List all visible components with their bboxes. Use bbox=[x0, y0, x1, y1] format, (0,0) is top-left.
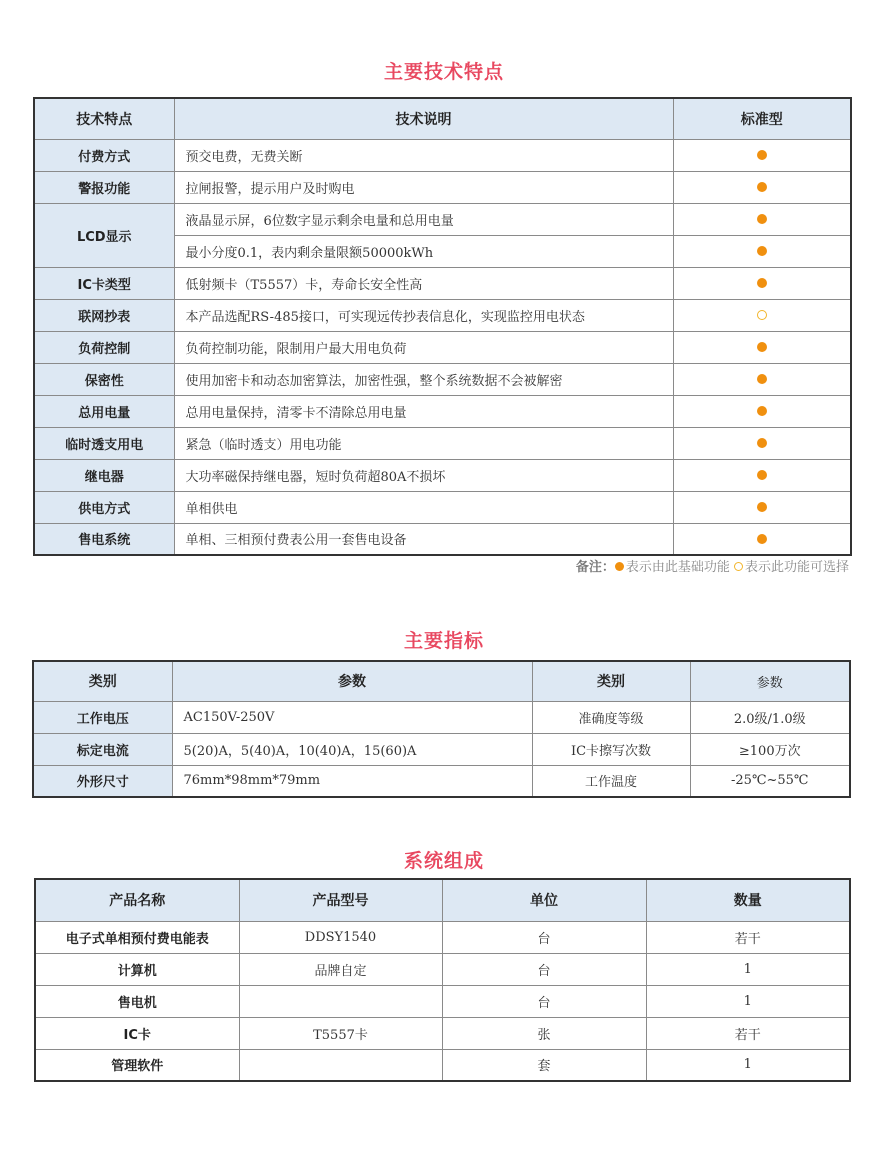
spec-param: 76mm*98mm*79mm bbox=[172, 765, 532, 797]
features-header-desc: 技术说明 bbox=[174, 98, 673, 139]
filled-dot-icon bbox=[757, 470, 767, 480]
system-model: T5557卡 bbox=[239, 1017, 442, 1049]
filled-dot-icon bbox=[615, 562, 624, 571]
features-row bbox=[34, 139, 851, 171]
feature-desc: 低射频卡（T5557）卡，寿命长安全性高 bbox=[174, 267, 673, 299]
feature-desc: 单相、三相预付费表公用一套售电设备 bbox=[174, 523, 673, 555]
feature-name: 售电系统 bbox=[34, 523, 174, 555]
feature-mark bbox=[673, 139, 851, 171]
spec-category: 工作电压 bbox=[33, 701, 172, 733]
system-header-unit: 单位 bbox=[442, 879, 646, 921]
feature-desc: 液晶显示屏，6位数字显示剩余电量和总用电量 bbox=[174, 203, 673, 235]
filled-dot-icon bbox=[757, 182, 767, 192]
specs-header-category: 类别 bbox=[33, 661, 172, 701]
filled-dot-icon bbox=[757, 374, 767, 384]
specs-header-param-2: 参数 bbox=[690, 661, 850, 701]
feature-mark bbox=[673, 427, 851, 459]
system-model: 品牌自定 bbox=[239, 953, 442, 985]
filled-dot-icon bbox=[757, 342, 767, 352]
feature-mark bbox=[673, 363, 851, 395]
system-name: IC卡 bbox=[35, 1017, 239, 1049]
feature-name: 继电器 bbox=[34, 459, 174, 491]
hollow-dot-icon bbox=[757, 310, 767, 320]
system-row bbox=[35, 1049, 850, 1081]
feature-desc: 总用电量保持，清零卡不清除总用电量 bbox=[174, 395, 673, 427]
system-name: 计算机 bbox=[35, 953, 239, 985]
spec-param-2: ≥100万次 bbox=[690, 733, 850, 765]
system-model: DDSY1540 bbox=[239, 921, 442, 953]
system-header-model: 产品型号 bbox=[239, 879, 442, 921]
features-note bbox=[576, 556, 849, 575]
system-unit: 套 bbox=[442, 1049, 646, 1081]
system-name: 管理软件 bbox=[35, 1049, 239, 1081]
feature-name: 负荷控制 bbox=[34, 331, 174, 363]
feature-name: 警报功能 bbox=[34, 171, 174, 203]
system-unit: 台 bbox=[442, 985, 646, 1017]
specs-header-category-2: 类别 bbox=[532, 661, 690, 701]
feature-desc: 紧急（临时透支）用电功能 bbox=[174, 427, 673, 459]
spec-category-2: 准确度等级 bbox=[532, 701, 690, 733]
feature-mark bbox=[673, 299, 851, 331]
filled-dot-icon bbox=[757, 278, 767, 288]
feature-name: 供电方式 bbox=[34, 491, 174, 523]
feature-mark bbox=[673, 267, 851, 299]
system-table bbox=[34, 878, 851, 1082]
features-row bbox=[34, 299, 851, 331]
spec-category-2: 工作温度 bbox=[532, 765, 690, 797]
specs-table bbox=[32, 660, 851, 798]
feature-desc: 负荷控制功能，限制用户最大用电负荷 bbox=[174, 331, 673, 363]
features-title: 主要技术特点 bbox=[383, 61, 504, 83]
feature-desc: 单相供电 bbox=[174, 491, 673, 523]
feature-desc: 大功率磁保持继电器，短时负荷超80A不损坏 bbox=[174, 459, 673, 491]
system-name: 电子式单相预付费电能表 bbox=[35, 921, 239, 953]
spec-param: 5(20)A，5(40)A，10(40)A，15(60)A bbox=[172, 733, 532, 765]
hollow-dot-icon bbox=[734, 562, 743, 571]
system-unit: 张 bbox=[442, 1017, 646, 1049]
filled-dot-icon bbox=[757, 438, 767, 448]
spec-category-2: IC卡擦写次数 bbox=[532, 733, 690, 765]
system-qty: 若干 bbox=[646, 1017, 850, 1049]
feature-name: 付费方式 bbox=[34, 139, 174, 171]
features-row bbox=[34, 203, 851, 235]
system-qty: 1 bbox=[646, 985, 850, 1017]
features-row bbox=[34, 523, 851, 555]
features-row bbox=[34, 363, 851, 395]
feature-desc: 预交电费，无费关断 bbox=[174, 139, 673, 171]
filled-dot-icon bbox=[757, 150, 767, 160]
features-row bbox=[34, 491, 851, 523]
feature-mark bbox=[673, 395, 851, 427]
feature-name: 保密性 bbox=[34, 363, 174, 395]
features-row bbox=[34, 267, 851, 299]
system-model bbox=[239, 1049, 442, 1081]
system-row bbox=[35, 921, 850, 953]
feature-mark bbox=[673, 459, 851, 491]
system-row bbox=[35, 953, 850, 985]
feature-desc: 最小分度0.1，表内剩余量限额50000kWh bbox=[174, 235, 673, 267]
specs-row bbox=[33, 701, 850, 733]
features-row bbox=[34, 331, 851, 363]
features-row bbox=[34, 395, 851, 427]
features-header-feature: 技术特点 bbox=[34, 98, 174, 139]
system-row bbox=[35, 1017, 850, 1049]
feature-mark bbox=[673, 171, 851, 203]
filled-dot-icon bbox=[757, 502, 767, 512]
note-hollow-text: 表示此功能可选择 bbox=[744, 560, 849, 575]
filled-dot-icon bbox=[757, 406, 767, 416]
feature-name: 临时透支用电 bbox=[34, 427, 174, 459]
specs-row bbox=[33, 765, 850, 797]
system-name: 售电机 bbox=[35, 985, 239, 1017]
feature-desc: 拉闸报警，提示用户及时购电 bbox=[174, 171, 673, 203]
note-filled-text: 表示由此基础功能 bbox=[625, 560, 730, 575]
feature-name: 联网抄表 bbox=[34, 299, 174, 331]
system-header-qty: 数量 bbox=[646, 879, 850, 921]
specs-row bbox=[33, 733, 850, 765]
feature-mark bbox=[673, 331, 851, 363]
system-qty: 1 bbox=[646, 953, 850, 985]
feature-mark bbox=[673, 203, 851, 235]
system-row bbox=[35, 985, 850, 1017]
feature-name: IC卡类型 bbox=[34, 267, 174, 299]
features-header-standard: 标准型 bbox=[673, 98, 851, 139]
note-label: 备注： bbox=[575, 560, 615, 575]
system-header-name: 产品名称 bbox=[35, 879, 239, 921]
features-table bbox=[33, 97, 852, 556]
feature-name: LCD显示 bbox=[34, 203, 174, 267]
system-unit: 台 bbox=[442, 953, 646, 985]
spec-category: 标定电流 bbox=[33, 733, 172, 765]
system-unit: 台 bbox=[442, 921, 646, 953]
system-model bbox=[239, 985, 442, 1017]
specs-header-param: 参数 bbox=[172, 661, 532, 701]
spec-param-2: -25℃~55℃ bbox=[690, 765, 850, 797]
features-row bbox=[34, 427, 851, 459]
specs-title: 主要指标 bbox=[403, 630, 484, 652]
spec-category: 外形尺寸 bbox=[33, 765, 172, 797]
feature-mark bbox=[673, 523, 851, 555]
feature-desc: 本产品选配RS-485接口，可实现远传抄表信息化，实现监控用电状态 bbox=[174, 299, 673, 331]
spec-param-2: 2.0级/1.0级 bbox=[690, 701, 850, 733]
spec-param: AC150V-250V bbox=[172, 701, 532, 733]
system-qty: 若干 bbox=[646, 921, 850, 953]
system-title: 系统组成 bbox=[403, 850, 484, 872]
feature-desc: 使用加密卡和动态加密算法，加密性强，整个系统数据不会被解密 bbox=[174, 363, 673, 395]
feature-mark bbox=[673, 235, 851, 267]
filled-dot-icon bbox=[757, 214, 767, 224]
filled-dot-icon bbox=[757, 246, 767, 256]
features-row bbox=[34, 459, 851, 491]
features-row bbox=[34, 171, 851, 203]
feature-mark bbox=[673, 491, 851, 523]
feature-name: 总用电量 bbox=[34, 395, 174, 427]
system-qty: 1 bbox=[646, 1049, 850, 1081]
filled-dot-icon bbox=[757, 534, 767, 544]
